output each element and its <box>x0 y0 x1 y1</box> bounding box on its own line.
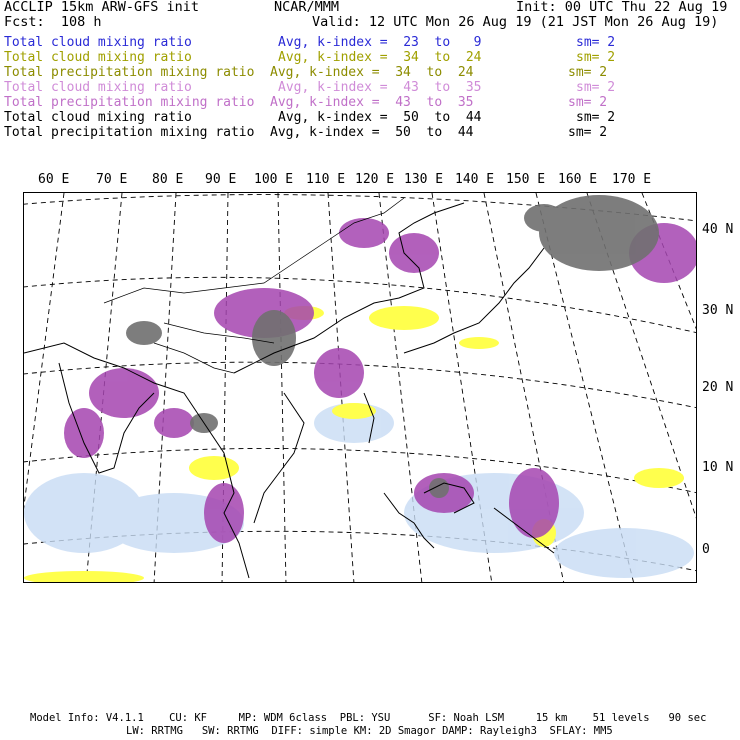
field-sm: sm= 2 <box>568 65 608 80</box>
longitude-label: 110 E <box>306 172 346 187</box>
latitude-label: 30 N <box>702 303 734 318</box>
longitude-label: 60 E <box>38 172 70 187</box>
field-name: Total cloud mixing ratio <box>4 50 192 65</box>
field-sm: sm= 2 <box>568 95 608 110</box>
field-avg: Avg, k-index = 50 to 44 <box>270 125 474 140</box>
organization-label: NCAR/MMM <box>274 0 340 15</box>
field-name: Total precipitation mixing ratio <box>4 125 255 140</box>
field-name: Total cloud mixing ratio <box>4 110 192 125</box>
longitude-label: 80 E <box>152 172 184 187</box>
model-info-line2: LW: RRTMG SW: RRTMG DIFF: simple KM: 2D Smagor DAMP: Rayleigh3 SFLAY: MM5 <box>126 725 613 737</box>
latitude-label: 40 N <box>702 222 734 237</box>
field-sm: sm= 2 <box>576 35 616 50</box>
field-sm: sm= 2 <box>568 125 608 140</box>
model-title: ACCLIP 15km ARW-GFS init <box>4 0 200 15</box>
valid-time: Valid: 12 UTC Mon 26 Aug 19 (21 JST Mon 26 Aug 19) <box>312 14 719 30</box>
longitude-label: 130 E <box>404 172 444 187</box>
forecast-map <box>23 192 697 583</box>
field-avg: Avg, k-index = 23 to 9 <box>278 35 482 50</box>
latitude-label: 10 N <box>702 460 734 475</box>
field-avg: Avg, k-index = 43 to 35 <box>278 80 482 95</box>
field-name: Total precipitation mixing ratio <box>4 65 255 80</box>
longitude-label: 150 E <box>506 172 546 187</box>
latitude-label: 0 <box>702 542 710 557</box>
field-name: Total cloud mixing ratio <box>4 35 192 50</box>
model-info-line1: Model Info: V4.1.1 CU: KF MP: WDM 6class PBL: YSU SF: Noah LSM 15 km 51 levels 90 sec <box>30 712 707 724</box>
field-avg: Avg, k-index = 34 to 24 <box>270 65 474 80</box>
low-cloud-field <box>24 403 694 578</box>
longitude-label: 170 E <box>612 172 652 187</box>
longitude-label: 100 E <box>254 172 294 187</box>
field-avg: Avg, k-index = 34 to 24 <box>278 50 482 65</box>
latitude-label: 20 N <box>702 380 734 395</box>
field-sm: sm= 2 <box>576 110 616 125</box>
field-avg: Avg, k-index = 50 to 44 <box>278 110 482 125</box>
longitude-label: 140 E <box>455 172 495 187</box>
forecast-hour: Fcst: 108 h <box>4 14 102 30</box>
longitude-label: 90 E <box>205 172 237 187</box>
field-name: Total precipitation mixing ratio <box>4 95 255 110</box>
longitude-label: 70 E <box>96 172 128 187</box>
field-sm: sm= 2 <box>576 50 616 65</box>
longitude-label: 120 E <box>355 172 395 187</box>
field-sm: sm= 2 <box>576 80 616 95</box>
field-name: Total cloud mixing ratio <box>4 80 192 95</box>
field-avg: Avg, k-index = 43 to 35 <box>270 95 474 110</box>
init-time: Init: 00 UTC Thu 22 Aug 19 <box>516 0 728 15</box>
map-canvas <box>24 193 697 583</box>
longitude-label: 160 E <box>558 172 598 187</box>
